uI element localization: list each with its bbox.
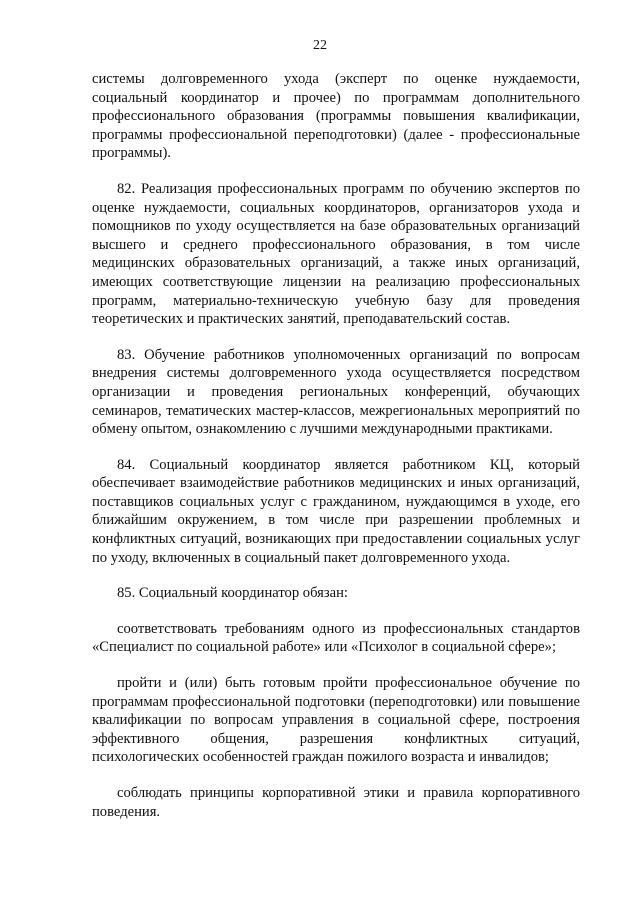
paragraph-85-item-2: пройти и (или) быть готовым пройти профессиональное обучение по программам профессиональной подготовки (переподготовки) или повышение квалификации по вопросам управления в социальной сфере, построения эффективного общения, разрешения конфликтных ситуаций, психологических особенностей граждан пожилого возраста и инвалидов; [92, 675, 580, 766]
paragraph-84: 84. Социальный координатор является работником КЦ, который обеспечивает взаимодействие работников медицинских и иных организаций, поставщиков социальных услуг с гражданином, нуждающимся в уходе, его ближайшим окружением, в том числе при разрешении проблемных и конфликтных ситуаций, возникающих при предоставлении социальных услуг по уходу, включенных в социальный пакет долговременного ухода. [92, 456, 580, 566]
paragraph-85: 85. Социальный координатор обязан: [117, 585, 348, 602]
document-body [92, 70, 580, 838]
paragraph-continuation: системы долговременного ухода (эксперт по оценке нуждаемости, социальный координатор и прочее) по программам дополнительного профессионального образования (программы повышения квалификации, программы профессиональной переподготовки) (далее - профессиональные программы). [92, 71, 580, 162]
paragraph-82: 82. Реализация профессиональных программ по обучению экспертов по оценке нуждаемости, социальных координаторов, организаторов ухода и помощников по уходу осуществляется на базе образовательных организаций высшего и среднего профессионального образования, в том числе медицинских образовательных организаций, а также иных организаций, имеющих соответствующие лицензии на реализацию профессиональных программ, материально-техническую учебную базу для проведения теоретических и практических занятий, преподавательский состав. [92, 180, 580, 328]
paragraph-85-item-3: соблюдать принципы корпоративной этики и правила корпоративного поведения. [92, 785, 580, 820]
paragraph-85-item-1: соответствовать требованиям одного из профессиональных стандартов «Специалист по социальной работе» или «Психолог в социальной сфере»; [92, 620, 580, 656]
paragraph-83: 83. Обучение работников уполномоченных организаций по вопросам внедрения системы долговременного ухода осуществляется посредством организации и проведения региональных конференций, обучающих семинаров, тематических мастер-классов, межрегиональных мероприятий по обмену опытом, ознакомлению с лучшими международными практиками. [92, 346, 580, 438]
page-number: 22 [313, 38, 327, 53]
